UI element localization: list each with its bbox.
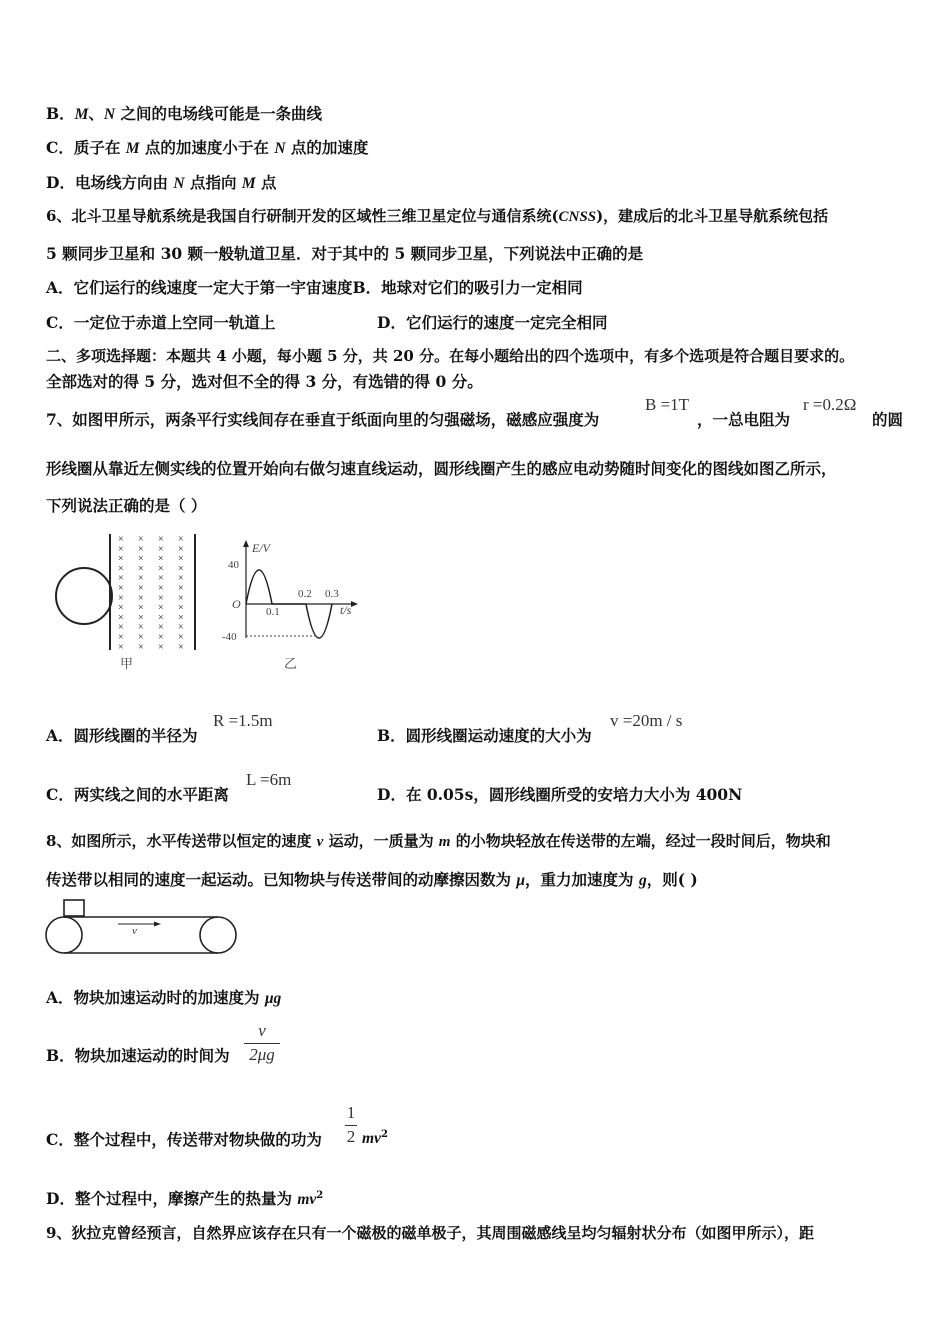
field-cross-mark: × — [178, 602, 184, 614]
q5-option-c-mid: 点的加速度小于在 — [139, 138, 275, 157]
q8-stem-line1-c: 的小物块轻放在传送带的左端，经过一段时间后，物块和 — [450, 832, 831, 850]
q5-option-d-prefix: D．电场线方向由 — [46, 173, 174, 192]
field-cross-mark: × — [138, 583, 144, 594]
graph-x-label: t/s — [340, 603, 352, 617]
field-cross-mark: × — [138, 602, 144, 614]
field-cross-mark: × — [138, 622, 144, 634]
field-cross-mark: × — [118, 592, 124, 604]
field-cross-mark: × — [178, 563, 184, 575]
field-cross-mark: × — [158, 602, 164, 614]
q7-stem-line1b: ，一总电阻为 — [697, 410, 791, 429]
q5-option-c-text: 点的加速度 — [285, 138, 369, 157]
q7-option-a: A．圆形线圈的半径为 — [46, 726, 198, 745]
q8-option-d-mv: mv — [297, 1191, 317, 1208]
q5-option-b-text: 之间的电场线可能是一条曲线 — [115, 104, 323, 123]
q8-option-c-sup: 2 — [380, 1128, 388, 1140]
q7-option-c: C．两实线之间的水平距离 — [46, 785, 229, 804]
q6-option-c: C．一定位于赤道上空同一轨道上 — [46, 313, 276, 332]
field-cross-mark: × — [158, 583, 164, 594]
q8-var-g: g — [638, 872, 647, 889]
q5-option-c-var-n: N — [274, 140, 286, 157]
q5-option-b-sep: 、 — [88, 104, 104, 123]
q8-option-d-sup: 2 — [316, 1189, 324, 1201]
field-cross-mark: × — [158, 641, 164, 653]
conveyor-block — [64, 900, 84, 916]
q8-stem-line2-a: 传送带以相同的速度一起运动。已知物块与传送带间的动摩擦因数为 — [46, 870, 517, 889]
q7-math-b: B =1T — [645, 395, 690, 414]
q5-option-d-mid: 点指向 — [184, 173, 242, 192]
q8-var-mu: μ — [516, 872, 526, 889]
fraction-numerator: v — [258, 1021, 266, 1040]
field-cross-mark: × — [118, 602, 124, 614]
q8-option-a-math: μg — [264, 990, 282, 1007]
field-cross-mark: × — [178, 543, 184, 555]
field-cross-mark: × — [158, 612, 164, 624]
coil-circle — [56, 568, 112, 624]
graph-y-label: E/V — [252, 541, 270, 555]
field-cross-mark: × — [178, 641, 184, 653]
figure-left-caption: 甲 — [120, 656, 134, 671]
q6-stem-line1-b: )，建成后的北斗卫星导航系统包括 — [596, 207, 829, 225]
field-cross-mark: × — [138, 553, 144, 565]
q5-option-d-var-m: M — [241, 175, 256, 192]
q5-option-d-var-n: N — [173, 175, 185, 192]
q8-stem-line2-c: ，则( ) — [646, 870, 698, 889]
q8-option-b-fraction — [244, 1021, 280, 1065]
q9-stem-line1: 9、狄拉克曾经预言，自然界应该存在只有一个磁极的磁单极子，其周围磁感线呈均匀辐射状分布（如图甲所示），距 — [46, 1224, 814, 1242]
field-cross-mark: × — [158, 543, 164, 555]
q7-option-c-math: L =6m — [246, 770, 292, 789]
section2-heading-line1: 二、多项选择题：本题共 4 小题，每小题 5 分，共 20 分。在每小题给出的四个选项中，有多个选项是符合题目要求的。 — [46, 347, 855, 365]
field-cross-mark: × — [138, 573, 144, 585]
q8-option-a — [46, 986, 281, 1008]
q5-option-c-var-m: M — [125, 140, 140, 157]
q6-option-d: D．它们运行的速度一定完全相同 — [377, 313, 608, 332]
graph-y-arrow — [243, 540, 249, 547]
q8-option-c-mv2 — [362, 1128, 388, 1148]
field-cross-mark: × — [178, 592, 184, 604]
section2-heading-line2: 全部选对的得 5 分，选对但不全的得 3 分，有选错的得 0 分。 — [46, 372, 483, 391]
field-cross-mark: × — [138, 534, 144, 545]
q7-figure — [48, 530, 378, 675]
q8-var-m: m — [438, 834, 451, 850]
q6-stem-line1-a: 6、北斗卫星导航系统是我国自行研制开发的区域性三维卫星定位与通信系统( — [46, 207, 559, 225]
q5-option-d-text: 点 — [255, 173, 277, 192]
q5-option-b — [46, 102, 322, 124]
field-cross-mark: × — [118, 612, 124, 624]
field-cross-mark: × — [118, 641, 124, 653]
fraction-denominator: 2 — [346, 1127, 356, 1146]
q5-option-b-var-m: M — [74, 106, 89, 123]
field-cross-mark: × — [138, 641, 144, 653]
q7-stem-line3: 下列说法正确的是（ ） — [46, 496, 207, 515]
q6-stem-line1 — [46, 205, 828, 226]
q8-option-a-text: A．物块加速运动时的加速度为 — [46, 988, 265, 1007]
magnetic-field-crosses — [118, 534, 184, 653]
field-cross-mark: × — [138, 592, 144, 604]
field-cross-mark: × — [118, 632, 124, 643]
q7-stem-line1c: 的圆 — [872, 410, 904, 429]
graph-origin: O — [232, 597, 241, 611]
q5-option-b-prefix: B． — [46, 104, 75, 123]
field-cross-mark: × — [178, 622, 184, 634]
q5-option-d — [46, 171, 277, 193]
q7-math-r: r =0.2Ω — [803, 395, 857, 414]
graph-x-arrow — [351, 601, 358, 607]
q6-stem-cnss: CNSS — [558, 209, 597, 225]
q8-option-d-text: D．整个过程中，摩擦产生的热量为 — [46, 1189, 298, 1208]
field-cross-mark: × — [118, 553, 124, 565]
q8-stem-line1 — [46, 830, 831, 851]
field-cross-mark: × — [178, 583, 184, 594]
q8-stem-line2-b: ，重力加速度为 — [525, 870, 639, 889]
belt-velocity-arrowhead — [154, 922, 161, 927]
q6-option-ab: A．它们运行的线速度一定大于第一宇宙速度B．地球对它们的吸引力一定相同 — [46, 278, 583, 297]
fraction-denominator: 2μg — [249, 1045, 275, 1064]
field-cross-mark: × — [118, 573, 124, 585]
q8-option-c-mv: mv — [362, 1130, 381, 1147]
figure-right-caption: 乙 — [284, 656, 298, 671]
field-cross-mark: × — [158, 573, 164, 585]
field-cross-mark: × — [178, 534, 184, 545]
field-cross-mark: × — [118, 563, 124, 575]
field-cross-mark: × — [138, 543, 144, 555]
field-cross-mark: × — [178, 553, 184, 565]
graph-x-tick-01: 0.1 — [266, 606, 280, 618]
q8-option-c-fraction — [345, 1103, 357, 1147]
field-cross-mark: × — [158, 563, 164, 575]
q7-option-a-math: R =1.5m — [213, 711, 273, 730]
belt-velocity-label: v — [132, 925, 137, 937]
field-cross-mark: × — [138, 632, 144, 643]
graph-x-tick-02: 0.2 — [298, 588, 312, 600]
field-cross-mark: × — [138, 612, 144, 624]
q8-stem-line1-a: 8、如图所示，水平传送带以恒定的速度 — [46, 832, 317, 850]
conveyor-left-wheel — [46, 917, 82, 953]
field-cross-mark: × — [178, 573, 184, 585]
q8-conveyor-figure — [44, 898, 240, 956]
q5-option-c-prefix: C．质子在 — [46, 138, 126, 157]
q7-option-b: B．圆形线圈运动速度的大小为 — [377, 726, 592, 745]
graph-x-tick-03: 0.3 — [325, 588, 339, 600]
graph-y-tick-bottom: -40 — [222, 631, 237, 643]
q7-stem-line2: 形线圈从靠近左侧实线的位置开始向右做匀速直线运动，圆形线圈产生的感应电动势随时间变化的图线如图乙所示， — [46, 459, 837, 478]
conveyor-right-wheel — [200, 917, 236, 953]
q8-stem-line1-b: 运动，一质量为 — [323, 832, 439, 850]
field-cross-mark: × — [178, 632, 184, 643]
field-cross-mark: × — [118, 543, 124, 555]
field-cross-mark: × — [118, 583, 124, 594]
q7-option-b-math: v =20m / s — [610, 711, 683, 730]
q8-stem-line2 — [46, 868, 698, 890]
q8-var-v: v — [316, 834, 324, 850]
field-cross-mark: × — [158, 553, 164, 565]
field-cross-mark: × — [158, 534, 164, 545]
field-cross-mark: × — [158, 632, 164, 643]
fraction-numerator: 1 — [346, 1103, 356, 1122]
field-cross-mark: × — [118, 534, 124, 545]
q6-stem-line2: 5 颗同步卫星和 30 颗一般轨道卫星．对于其中的 5 颗同步卫星，下列说法中正确的是 — [46, 244, 644, 263]
q7-stem-line1a: 7、如图甲所示，两条平行实线间存在垂直于纸面向里的匀强磁场，磁感应强度为 — [46, 410, 600, 429]
field-cross-mark: × — [158, 622, 164, 634]
field-cross-mark: × — [138, 563, 144, 575]
q8-option-b: B．物块加速运动的时间为 — [46, 1046, 230, 1065]
q7-option-d: D．在 0.05s，圆形线圈所受的安培力大小为 400N — [377, 785, 743, 804]
q5-option-c — [46, 136, 368, 158]
graph-y-tick-top: 40 — [228, 559, 239, 571]
field-cross-mark: × — [178, 612, 184, 624]
q5-option-b-var-n: N — [103, 106, 116, 123]
field-cross-mark: × — [118, 622, 124, 634]
q8-option-d — [46, 1187, 323, 1209]
field-cross-mark: × — [158, 592, 164, 604]
q8-option-c: C．整个过程中，传送带对物块做的功为 — [46, 1130, 322, 1149]
